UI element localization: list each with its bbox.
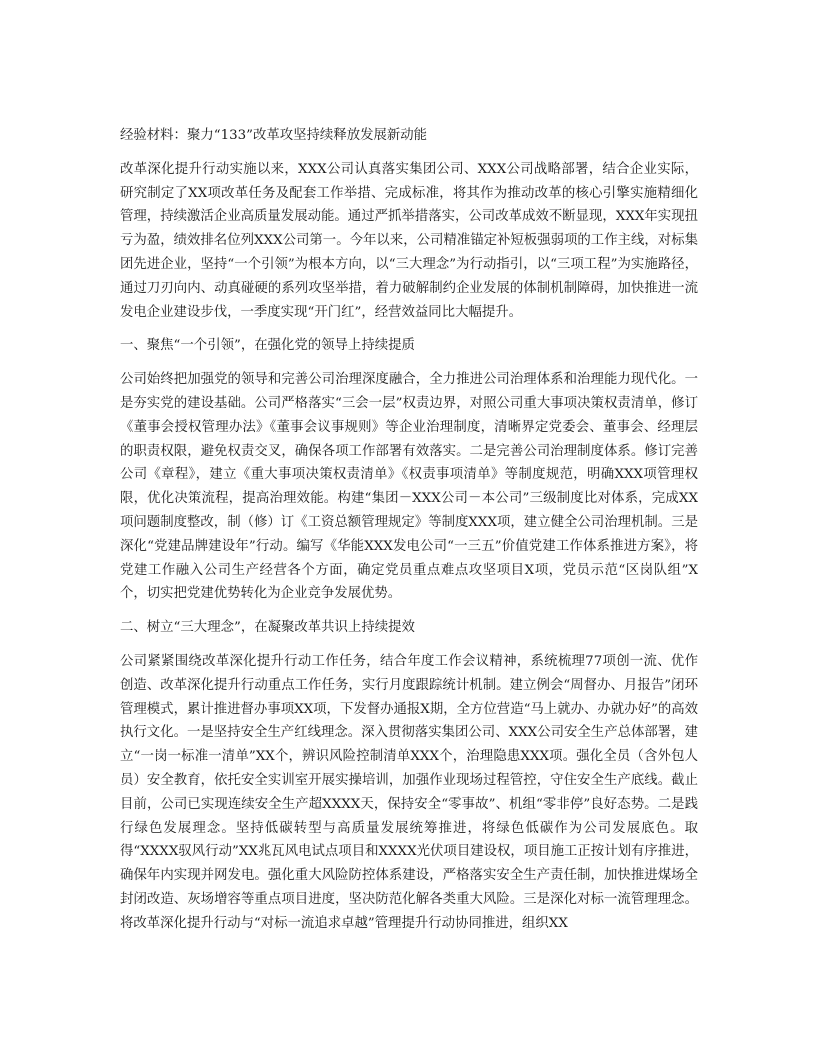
section-body-1: 公司始终把加强党的领导和完善公司治理深度融合，全力推进公司治理体系和治理能力现代化。一是夯实党的建设基础。公司严格落实“三会一层”权责边界，对照公司重大事项决策权责清单，修订《董事会授权管理办法》《董事会议事规则》等企业治理制度，清晰界定党委会、董事会、经理层的职责权限，避免权责交叉，确保各项工作部署有效落实。二是完善公司治理制度体系。修订完善公司《章程》，建立《重大事项决策权责清单》《权责事项清单》等制度规范，明确XXX项管理权限，优化决策流程，提高治理效能。构建“集团－XXX公司－本公司”三级制度比对体系，完成XX项问题制度整改，制（修）订《工资总额管理规定》等制度XXX项，建立健全公司治理机制。三是深化“党建品牌建设年”行动。编写《华能XXX发电公司“一三五”价值党建工作体系推进方案》，将党建工作融入公司生产经营各个方面，确定党员重点难点攻坚项目X项，党员示范“区岗队组”X个，切实把党建优势转化为企业竞争发展优势。	[120, 372, 698, 602]
section-heading-2: 二、树立“三大理念”，在凝聚改革共识上持续提效	[120, 620, 415, 636]
intro-paragraph: 改革深化提升行动实施以来，XXX公司认真落实集团公司、XXX公司战略部署，结合企业实际，研究制定了XX项改革任务及配套工作举措、完成标准，将其作为推动改革的核心引擎实施精细化管理，持续激活企业高质量发展动能。通过严抓举措落实，公司改革成效不断显现，XXX年实现扭亏为盈，绩效排名位列XXX公司第一。今年以来，公司精准锚定补短板强弱项的工作主线，对标集团先进企业，坚持“一个引领”为根本方向，以“三大理念”为行动指引，以“三项工程”为实施路径，通过刀刃向内、动真碰硬的系列攻坚举措，着力破解制约企业发展的体制机制障碍，加快推进一流发电企业建设步伐，一季度实现“开门红”，经营效益同比大幅提升。	[120, 161, 698, 320]
document-title: 经验材料：聚力“133”改革攻坚持续释放发展新动能	[120, 128, 428, 143]
document-page	[120, 124, 698, 946]
section-heading-1: 一、聚焦“一个引领”，在强化党的领导上持续提质	[120, 338, 415, 354]
section-body-2: 公司紧紧围绕改革深化提升行动工作任务，结合年度工作会议精神，系统梳理77项创一流、优作创造、改革深化提升行动重点工作任务，实行月度跟踪统计机制。建立例会“周督办、月报告”闭环管理模式，累计推进督办事项XX项，下发督办通报X期，全方位营造“马上就办、办就办好”的高效执行文化。一是坚持安全生产红线理念。深入贯彻落实集团公司、XXX公司安全生产总体部署，建立“一岗一标准一清单”XX个，辨识风险控制清单XXX个，治理隐患XXX项。强化全员（含外包人员）安全教育，依托安全实训室开展实操培训，加强作业现场过程管控，守住安全生产底线。截止目前，公司已实现连续安全生产超XXXX天，保持安全“零事故”、机组“零非停”良好态势。二是践行绿色发展理念。坚持低碳转型与高质量发展统筹推进，将绿色低碳作为公司发展底色。取得“XXXX驭风行动”XX兆瓦风电试点项目和XXXX光伏项目建设权，项目施工正按计划有序推进，确保年内实现并网发电。强化重大风险防控体系建设，严格落实安全生产责任制，加快推进煤场全封闭改造、灰场增容等重点项目进度，坚决防范化解各类重大风险。三是深化对标一流管理理念。将改革深化提升行动与“对标一流追求卓越”管理提升行动协同推进，组织XX	[120, 653, 698, 931]
